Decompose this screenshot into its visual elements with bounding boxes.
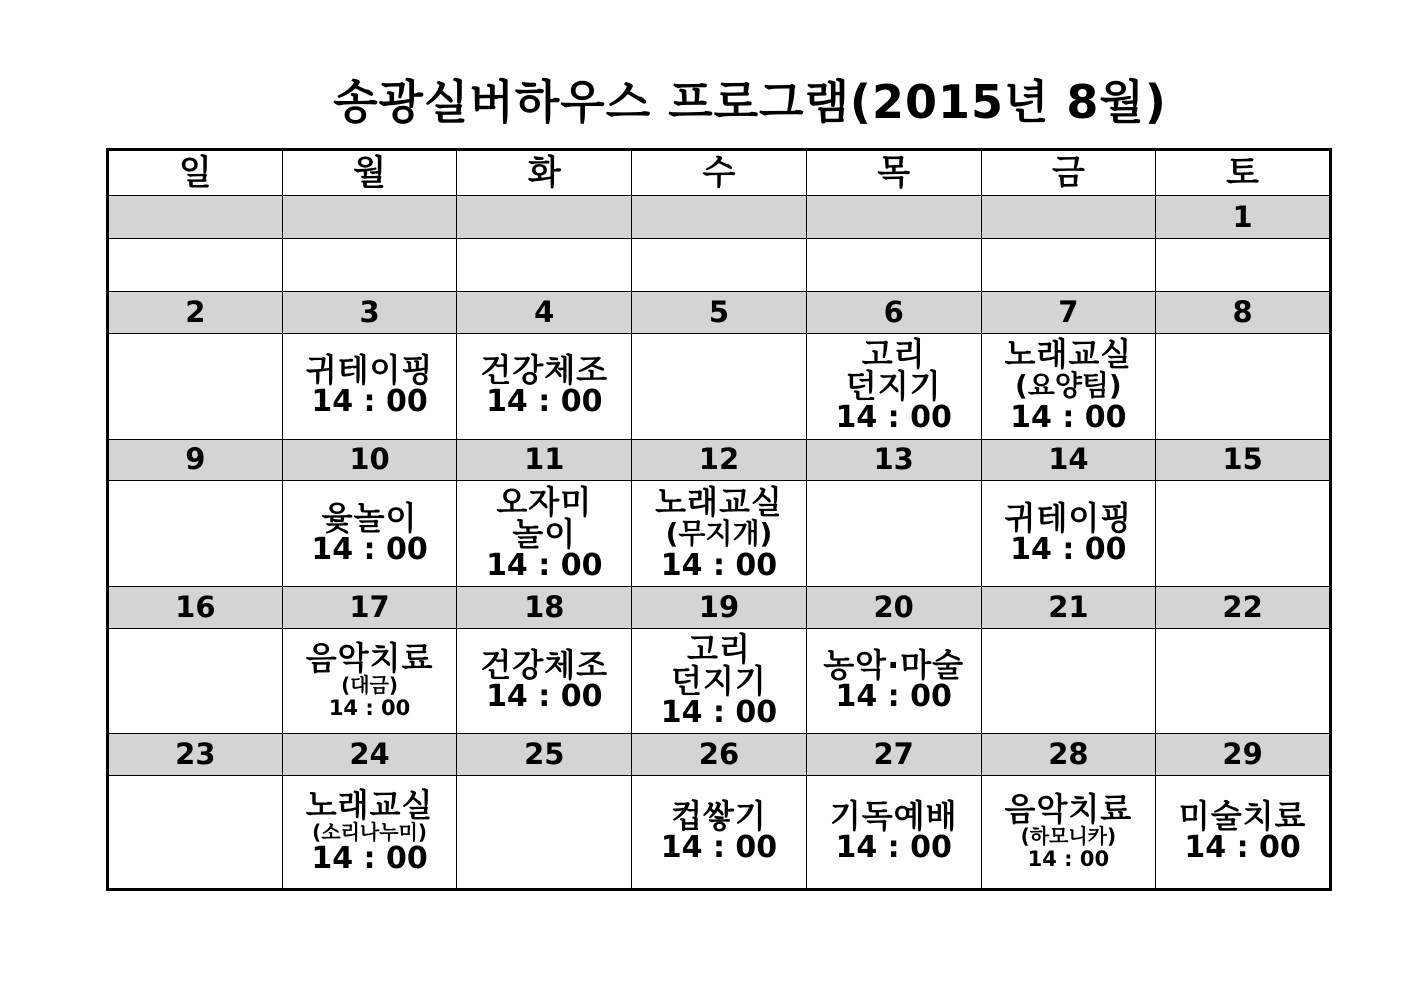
event-cell xyxy=(981,239,1156,292)
date-cell: 2 xyxy=(108,292,283,334)
event-cell xyxy=(632,776,807,890)
program-entry xyxy=(982,335,1156,436)
date-cell: 19 xyxy=(632,587,807,629)
program-name: 노래교실 xyxy=(1004,335,1133,374)
event-cell xyxy=(806,239,981,292)
date-cell: 4 xyxy=(457,292,632,334)
program-time: 14 : 00 xyxy=(1010,400,1127,436)
date-cell: 13 xyxy=(806,439,981,481)
program-name: 기독예배 xyxy=(829,797,958,836)
event-cell xyxy=(282,333,457,439)
program-entry xyxy=(457,646,631,715)
program-name: 던지기 xyxy=(845,367,942,406)
date-cell: 17 xyxy=(282,587,457,629)
date-cell: 10 xyxy=(282,439,457,481)
program-time: 14 : 00 xyxy=(660,695,778,731)
event-cell xyxy=(457,333,632,439)
program-name: 컵쌓기 xyxy=(671,797,767,836)
program-name: 건강체조 xyxy=(480,351,609,390)
program-entry xyxy=(982,790,1156,872)
date-row xyxy=(108,734,1331,776)
weekday-header: 일 xyxy=(108,150,283,196)
date-cell xyxy=(806,195,981,239)
program-entry xyxy=(457,482,631,583)
program-time: 14 : 00 xyxy=(1027,847,1110,872)
date-cell: 26 xyxy=(632,734,807,776)
program-name: 건강체조 xyxy=(480,646,609,685)
program-group: (대금) xyxy=(341,673,399,698)
event-cell xyxy=(632,239,807,292)
date-cell: 23 xyxy=(108,734,283,776)
date-cell: 3 xyxy=(282,292,457,334)
date-cell: 5 xyxy=(632,292,807,334)
event-cell xyxy=(282,628,457,734)
event-cell xyxy=(981,333,1156,439)
program-name: 노래교실 xyxy=(655,482,783,521)
event-cell xyxy=(981,481,1156,587)
weekday-header: 목 xyxy=(806,150,981,196)
program-entry xyxy=(457,351,631,420)
weekday-header: 화 xyxy=(457,150,632,196)
event-cell xyxy=(806,333,981,439)
program-name: 미술치료 xyxy=(1178,797,1307,836)
program-time: 14 : 00 xyxy=(328,696,411,721)
event-cell xyxy=(806,628,981,734)
event-row xyxy=(108,481,1331,587)
program-group: (무지개) xyxy=(665,516,773,550)
weekday-header: 수 xyxy=(632,150,807,196)
event-cell xyxy=(1156,628,1331,734)
program-entry xyxy=(807,646,981,715)
event-cell xyxy=(108,239,283,292)
event-row xyxy=(108,333,1331,439)
event-cell xyxy=(457,239,632,292)
program-entry xyxy=(1156,797,1329,866)
program-entry xyxy=(283,639,457,721)
date-cell: 6 xyxy=(806,292,981,334)
date-row xyxy=(108,195,1331,239)
date-row xyxy=(108,439,1331,481)
date-cell: 14 xyxy=(981,439,1156,481)
program-time: 14 : 00 xyxy=(660,830,778,866)
program-name: 고리 xyxy=(687,630,751,669)
event-cell xyxy=(108,481,283,587)
event-row xyxy=(108,239,1331,292)
program-time: 14 : 00 xyxy=(835,400,952,436)
program-name: 윷놀이 xyxy=(321,498,418,537)
event-cell xyxy=(981,776,1156,890)
event-cell xyxy=(282,481,457,587)
program-time: 14 : 00 xyxy=(311,841,428,877)
date-cell: 12 xyxy=(632,439,807,481)
program-group: (요양팀) xyxy=(1014,369,1122,403)
weekday-header: 금 xyxy=(981,150,1156,196)
date-cell: 27 xyxy=(806,734,981,776)
event-cell xyxy=(108,628,283,734)
program-entry xyxy=(632,482,806,583)
event-cell xyxy=(981,628,1156,734)
program-entry xyxy=(982,498,1156,567)
event-cell xyxy=(457,628,632,734)
program-entry xyxy=(632,797,806,866)
page-title: 송광실버하우스 프로그램(2015년 8월) xyxy=(333,75,1167,129)
program-time: 14 : 00 xyxy=(1010,531,1127,567)
program-entry xyxy=(283,498,457,567)
weekday-header-row xyxy=(108,150,1331,196)
weekday-header: 월 xyxy=(282,150,457,196)
date-cell: 28 xyxy=(981,734,1156,776)
date-cell xyxy=(632,195,807,239)
date-cell: 21 xyxy=(981,587,1156,629)
event-cell xyxy=(1156,776,1331,890)
event-cell xyxy=(1156,239,1331,292)
event-cell xyxy=(108,776,283,890)
program-time: 14 : 00 xyxy=(311,384,428,420)
event-cell xyxy=(282,776,457,890)
event-cell xyxy=(1156,481,1331,587)
date-cell: 20 xyxy=(806,587,981,629)
program-time: 14 : 00 xyxy=(486,679,603,715)
program-name: 귀테이핑 xyxy=(305,351,434,390)
event-cell xyxy=(457,481,632,587)
program-name: 농악·마술 xyxy=(823,646,965,685)
date-cell: 16 xyxy=(108,587,283,629)
event-cell xyxy=(632,333,807,439)
program-time: 14 : 00 xyxy=(486,547,603,583)
program-group: (소리나누미) xyxy=(312,820,427,845)
event-cell xyxy=(806,776,981,890)
program-name: 귀테이핑 xyxy=(1004,498,1133,537)
program-entry xyxy=(283,786,457,877)
event-cell xyxy=(632,481,807,587)
program-group: (하모니카) xyxy=(1020,824,1117,849)
date-cell xyxy=(108,195,283,239)
program-name: 던지기 xyxy=(671,662,767,701)
date-cell: 24 xyxy=(282,734,457,776)
weekday-header: 토 xyxy=(1156,150,1331,196)
program-name: 음악치료 xyxy=(1004,790,1133,829)
program-entry xyxy=(807,797,981,866)
program-time: 14 : 00 xyxy=(660,547,778,583)
program-name: 오자미 xyxy=(496,482,593,521)
date-cell xyxy=(457,195,632,239)
program-name: 음악치료 xyxy=(305,639,434,678)
program-time: 14 : 00 xyxy=(835,830,952,866)
event-cell xyxy=(108,333,283,439)
date-cell: 25 xyxy=(457,734,632,776)
program-name: 노래교실 xyxy=(305,786,434,825)
event-cell xyxy=(457,776,632,890)
program-name: 놀이 xyxy=(512,514,577,553)
date-cell: 8 xyxy=(1156,292,1331,334)
program-time: 14 : 00 xyxy=(486,384,603,420)
event-cell xyxy=(632,628,807,734)
program-name: 고리 xyxy=(861,335,926,374)
event-row xyxy=(108,628,1331,734)
date-cell xyxy=(282,195,457,239)
date-cell xyxy=(981,195,1156,239)
date-cell: 22 xyxy=(1156,587,1331,629)
date-row xyxy=(108,292,1331,334)
event-cell xyxy=(806,481,981,587)
date-cell: 18 xyxy=(457,587,632,629)
date-cell: 9 xyxy=(108,439,283,481)
date-cell: 1 xyxy=(1156,195,1331,239)
calendar-table xyxy=(106,148,1332,891)
program-time: 14 : 00 xyxy=(835,679,952,715)
program-time: 14 : 00 xyxy=(311,531,428,567)
event-row xyxy=(108,776,1331,890)
program-entry xyxy=(632,630,806,731)
program-entry xyxy=(807,335,981,436)
date-cell: 15 xyxy=(1156,439,1331,481)
program-time: 14 : 00 xyxy=(1184,830,1301,866)
event-cell xyxy=(1156,333,1331,439)
event-cell xyxy=(282,239,457,292)
date-cell: 29 xyxy=(1156,734,1331,776)
date-cell: 7 xyxy=(981,292,1156,334)
date-cell: 11 xyxy=(457,439,632,481)
date-row xyxy=(108,587,1331,629)
program-entry xyxy=(283,351,457,420)
